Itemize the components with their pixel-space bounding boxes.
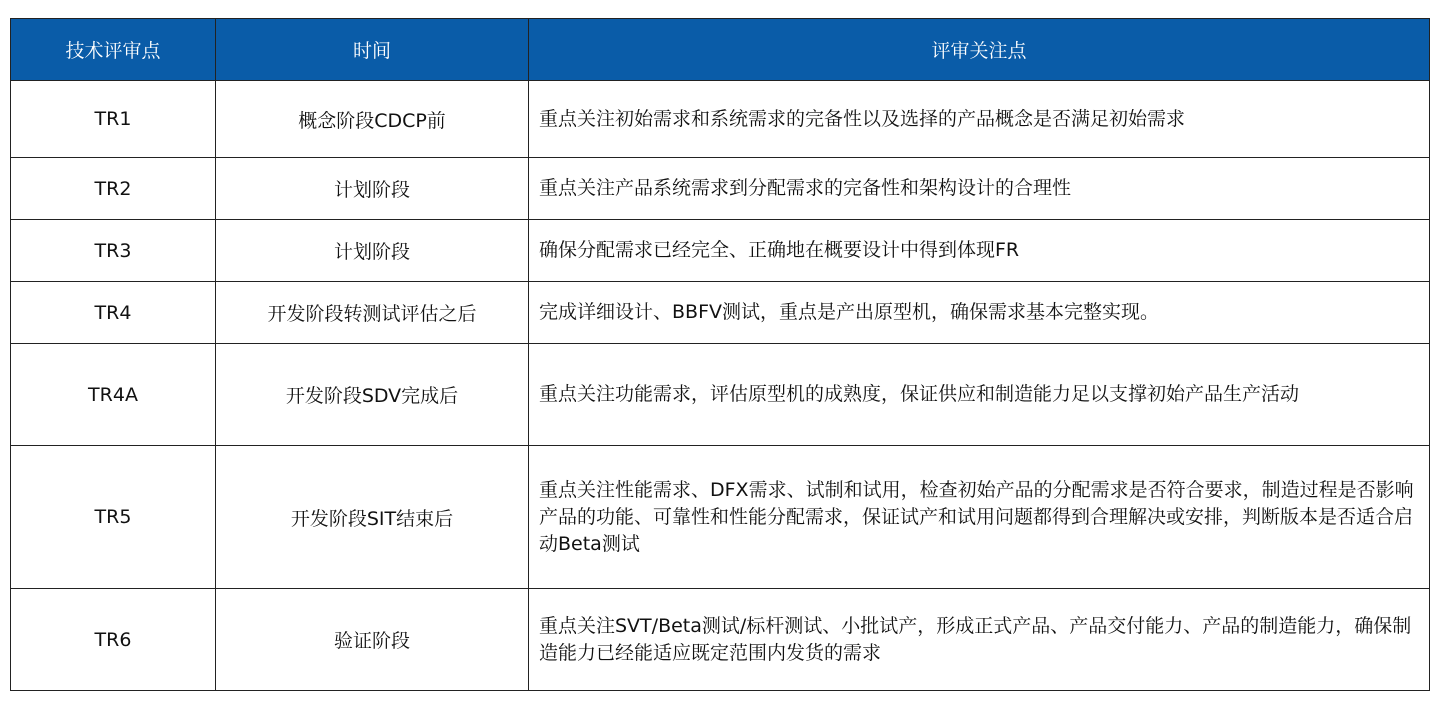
- table-row: [11, 446, 1430, 589]
- review-time: 计划阶段: [216, 158, 529, 220]
- review-focus: 确保分配需求已经完全、正确地在概要设计中得到体现FR: [529, 220, 1430, 282]
- table-row: [11, 220, 1430, 282]
- review-focus: 重点关注功能需求，评估原型机的成熟度，保证供应和制造能力足以支撑初始产品生产活动: [529, 344, 1430, 446]
- table-header-row: [11, 19, 1430, 81]
- review-point: TR4: [11, 282, 216, 344]
- review-time: 开发阶段转测试评估之后: [216, 282, 529, 344]
- review-point: TR2: [11, 158, 216, 220]
- table-row: [11, 158, 1430, 220]
- table-row: [11, 81, 1430, 158]
- review-time: 验证阶段: [216, 589, 529, 691]
- header-review-point: 技术评审点: [11, 19, 216, 81]
- table-row: [11, 282, 1430, 344]
- review-point: TR3: [11, 220, 216, 282]
- table-row: [11, 589, 1430, 691]
- review-time: 开发阶段SIT结束后: [216, 446, 529, 589]
- review-focus: 重点关注SVT/Beta测试/标杆测试、小批试产，形成正式产品、产品交付能力、产品的制造能力，确保制造能力已经能适应既定范围内发货的需求: [529, 589, 1430, 691]
- review-point: TR4A: [11, 344, 216, 446]
- review-focus: 重点关注初始需求和系统需求的完备性以及选择的产品概念是否满足初始需求: [529, 81, 1430, 158]
- review-focus: 重点关注性能需求、DFX需求、试制和试用，检查初始产品的分配需求是否符合要求，制造过程是否影响产品的功能、可靠性和性能分配需求，保证试产和试用问题都得到合理解决或安排，判断版本是否适合启动Beta测试: [529, 446, 1430, 589]
- table-row: [11, 344, 1430, 446]
- header-time: 时间: [216, 19, 529, 81]
- header-focus: 评审关注点: [529, 19, 1430, 81]
- review-point: TR6: [11, 589, 216, 691]
- review-point: TR5: [11, 446, 216, 589]
- review-time: 开发阶段SDV完成后: [216, 344, 529, 446]
- review-time: 概念阶段CDCP前: [216, 81, 529, 158]
- tech-review-table: [10, 18, 1430, 691]
- review-focus: 完成详细设计、BBFV测试，重点是产出原型机，确保需求基本完整实现。: [529, 282, 1430, 344]
- review-point: TR1: [11, 81, 216, 158]
- review-time: 计划阶段: [216, 220, 529, 282]
- review-focus: 重点关注产品系统需求到分配需求的完备性和架构设计的合理性: [529, 158, 1430, 220]
